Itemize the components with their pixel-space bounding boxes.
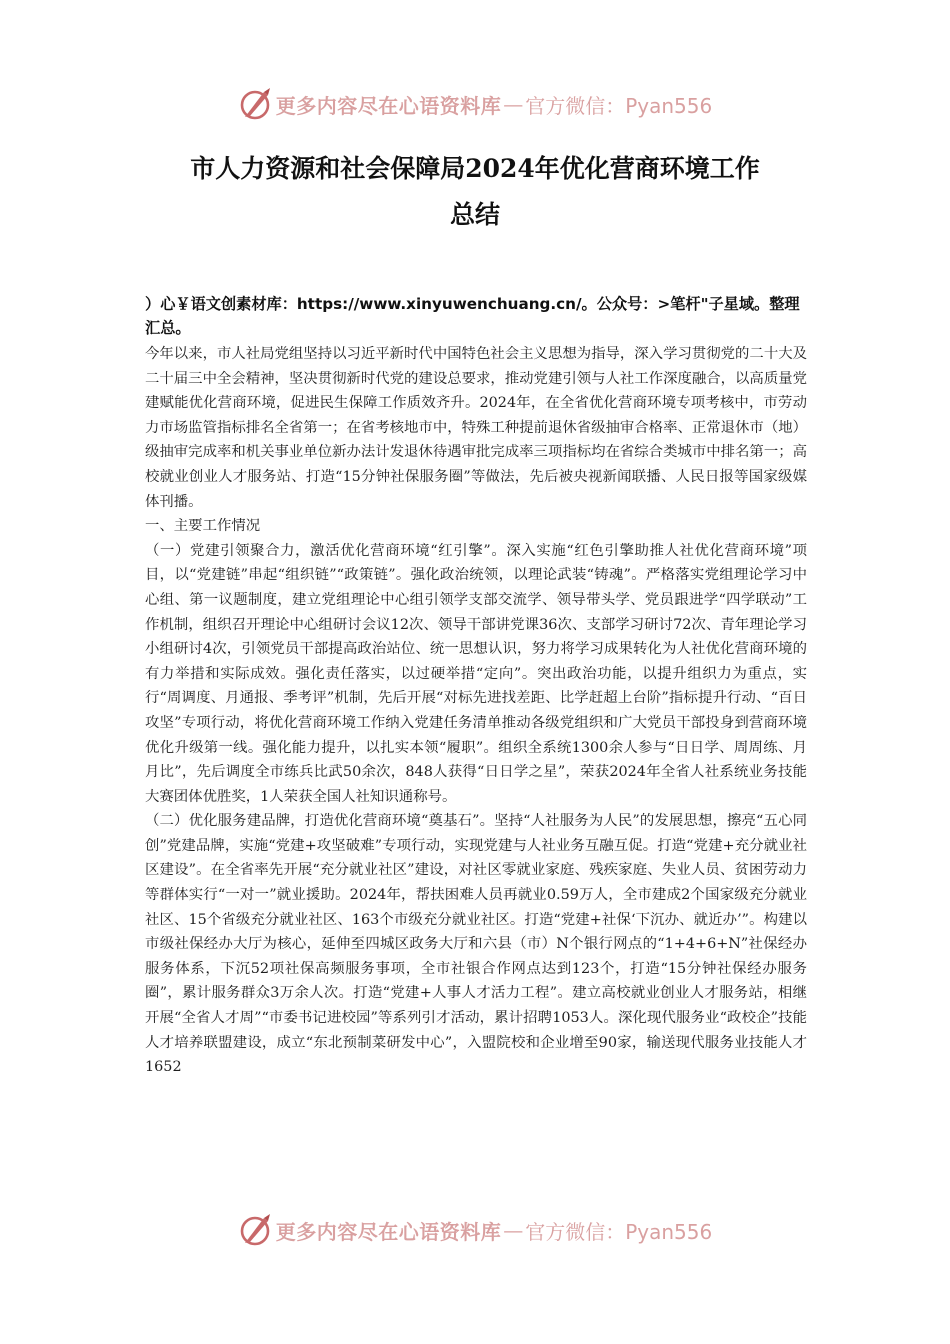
quill-logo-icon <box>238 1212 274 1248</box>
body-paragraph: （二）优化服务建品牌，打造优化营商环境“奠基石”。坚持“人社服务为人民”的发展思想，擦亮“五心同创”党建品牌，实施“党建+攻坚破难”专项行动，实现党建与人社业务互融互促。打造“党建+充分就业社区建设”。在全省率先开展“充分就业社区”建设，对社区零就业家庭、残疾家庭、失业人员、贫困劳动力等群体实行“一对一”就业援助。2024年，帮扶困难人员再就业0.59万人，全市建成2个国家级充分就业社区、15个省级充分就业社区、163个市级充分就业社区。打造“党建+社保‘下沉办、就近办’”。构建以市级社保经办大厅为核心，延伸至四城区政务大厅和六县（市）N个银行网点的“1+4+6+N”社保经办服务体系，下沉52项社保高频服务事项，全市社银合作网点达到123个，打造“15分钟社保经办服务圈”，累计服务群众3万余人次。打造“党建+人事人才活力工程”。建立高校就业创业人才服务站，相继开展“全省人才周”“市委书记进校园”等系列引才活动，累计招聘1053人。深化现代服务业“政校企”技能人才培养联盟建设，成立“东北预制菜研发中心”，入盟院校和企业增至90家，输送现代服务业技能人才1652 <box>145 813 807 1076</box>
title-line-1: 市人力资源和社会保障局2024年优化营商环境工作 <box>190 154 760 183</box>
footer-brand-text: 更多内容尽在心语资料库 <box>275 1219 502 1244</box>
source-attribution: ）心￥语文创素材库：https://www.xinyuwenchuang.cn/。公众号：>笔杆"子星域。整理汇总。 <box>145 295 800 337</box>
document-body <box>145 292 807 1080</box>
section-heading: 一、主要工作情况 <box>145 518 261 535</box>
header-separator: — <box>503 92 524 116</box>
quill-logo-icon <box>238 86 274 122</box>
footer-separator: — <box>503 1218 524 1242</box>
footer-watermark-banner <box>0 1210 950 1250</box>
header-watermark-banner <box>0 84 950 124</box>
intro-paragraph: 今年以来，市人社局党组坚持以习近平新时代中国特色社会主义思想为指导，深入学习贯彻党的二十大及二十届三中全会精神，坚决贯彻新时代党的建设总要求，推动党建引领与人社工作深度融合，以高质量党建赋能优化营商环境，促进民生保障工作质效齐升。2024年，在全省优化营商环境专项考核中，市劳动力市场监管指标排名全省第一；在省考核地市中，特殊工种提前退休省级抽审合格率、正常退休市（地）级抽审完成率和机关事业单位新办法计发退休待遇审批完成率三项指标均在省综合类城市中排名第一；高校就业创业人才服务站、打造“15分钟社保服务圈”等做法，先后被央视新闻联播、人民日报等国家级媒体刊播。 <box>145 346 807 510</box>
title-line-2: 总结 <box>449 200 500 229</box>
header-wechat-text: 官方微信：Pyan556 <box>525 93 713 118</box>
document-title <box>120 146 830 238</box>
body-paragraph: （一）党建引领聚合力，激活优化营商环境“红引擎”。深入实施“红色引擎助推人社优化营商环境”项目，以“党建链”串起“组织链”“政策链”。强化政治统领，以理论武装“铸魂”。严格落实党组理论学习中心组、第一议题制度，建立党组理论中心组引领学支部交流学、领导带头学、党员跟进学“四学联动”工作机制，组织召开理论中心组研讨会议12次、领导干部讲党课36次、支部学习研讨72次、青年理论学习小组研讨4次，引领党员干部提高政治站位、统一思想认识，努力将学习成果转化为人社优化营商环境的有力举措和实际成效。强化责任落实，以过硬举措“定向”。突出政治功能，以提升组织力为重点，实行“周调度、月通报、季考评”机制，先后开展“对标先进找差距、比学赶超上台阶”指标提升行动、“百日攻坚”专项行动，将优化营商环境工作纳入党建任务清单推动各级党组织和广大党员干部投身到营商环境优化升级第一线。强化能力提升，以扎实本领“履职”。组织全系统1300余人参与“日日学、周周练、月月比”，先后调度全市练兵比武50余次，848人获得“日日学之星”，荣获2024年全省人社系统业务技能大赛团体优胜奖，1人荣获全国人社知识通称号。 <box>145 542 807 805</box>
footer-wechat-text: 官方微信：Pyan556 <box>525 1219 713 1244</box>
header-brand-text: 更多内容尽在心语资料库 <box>275 93 502 118</box>
